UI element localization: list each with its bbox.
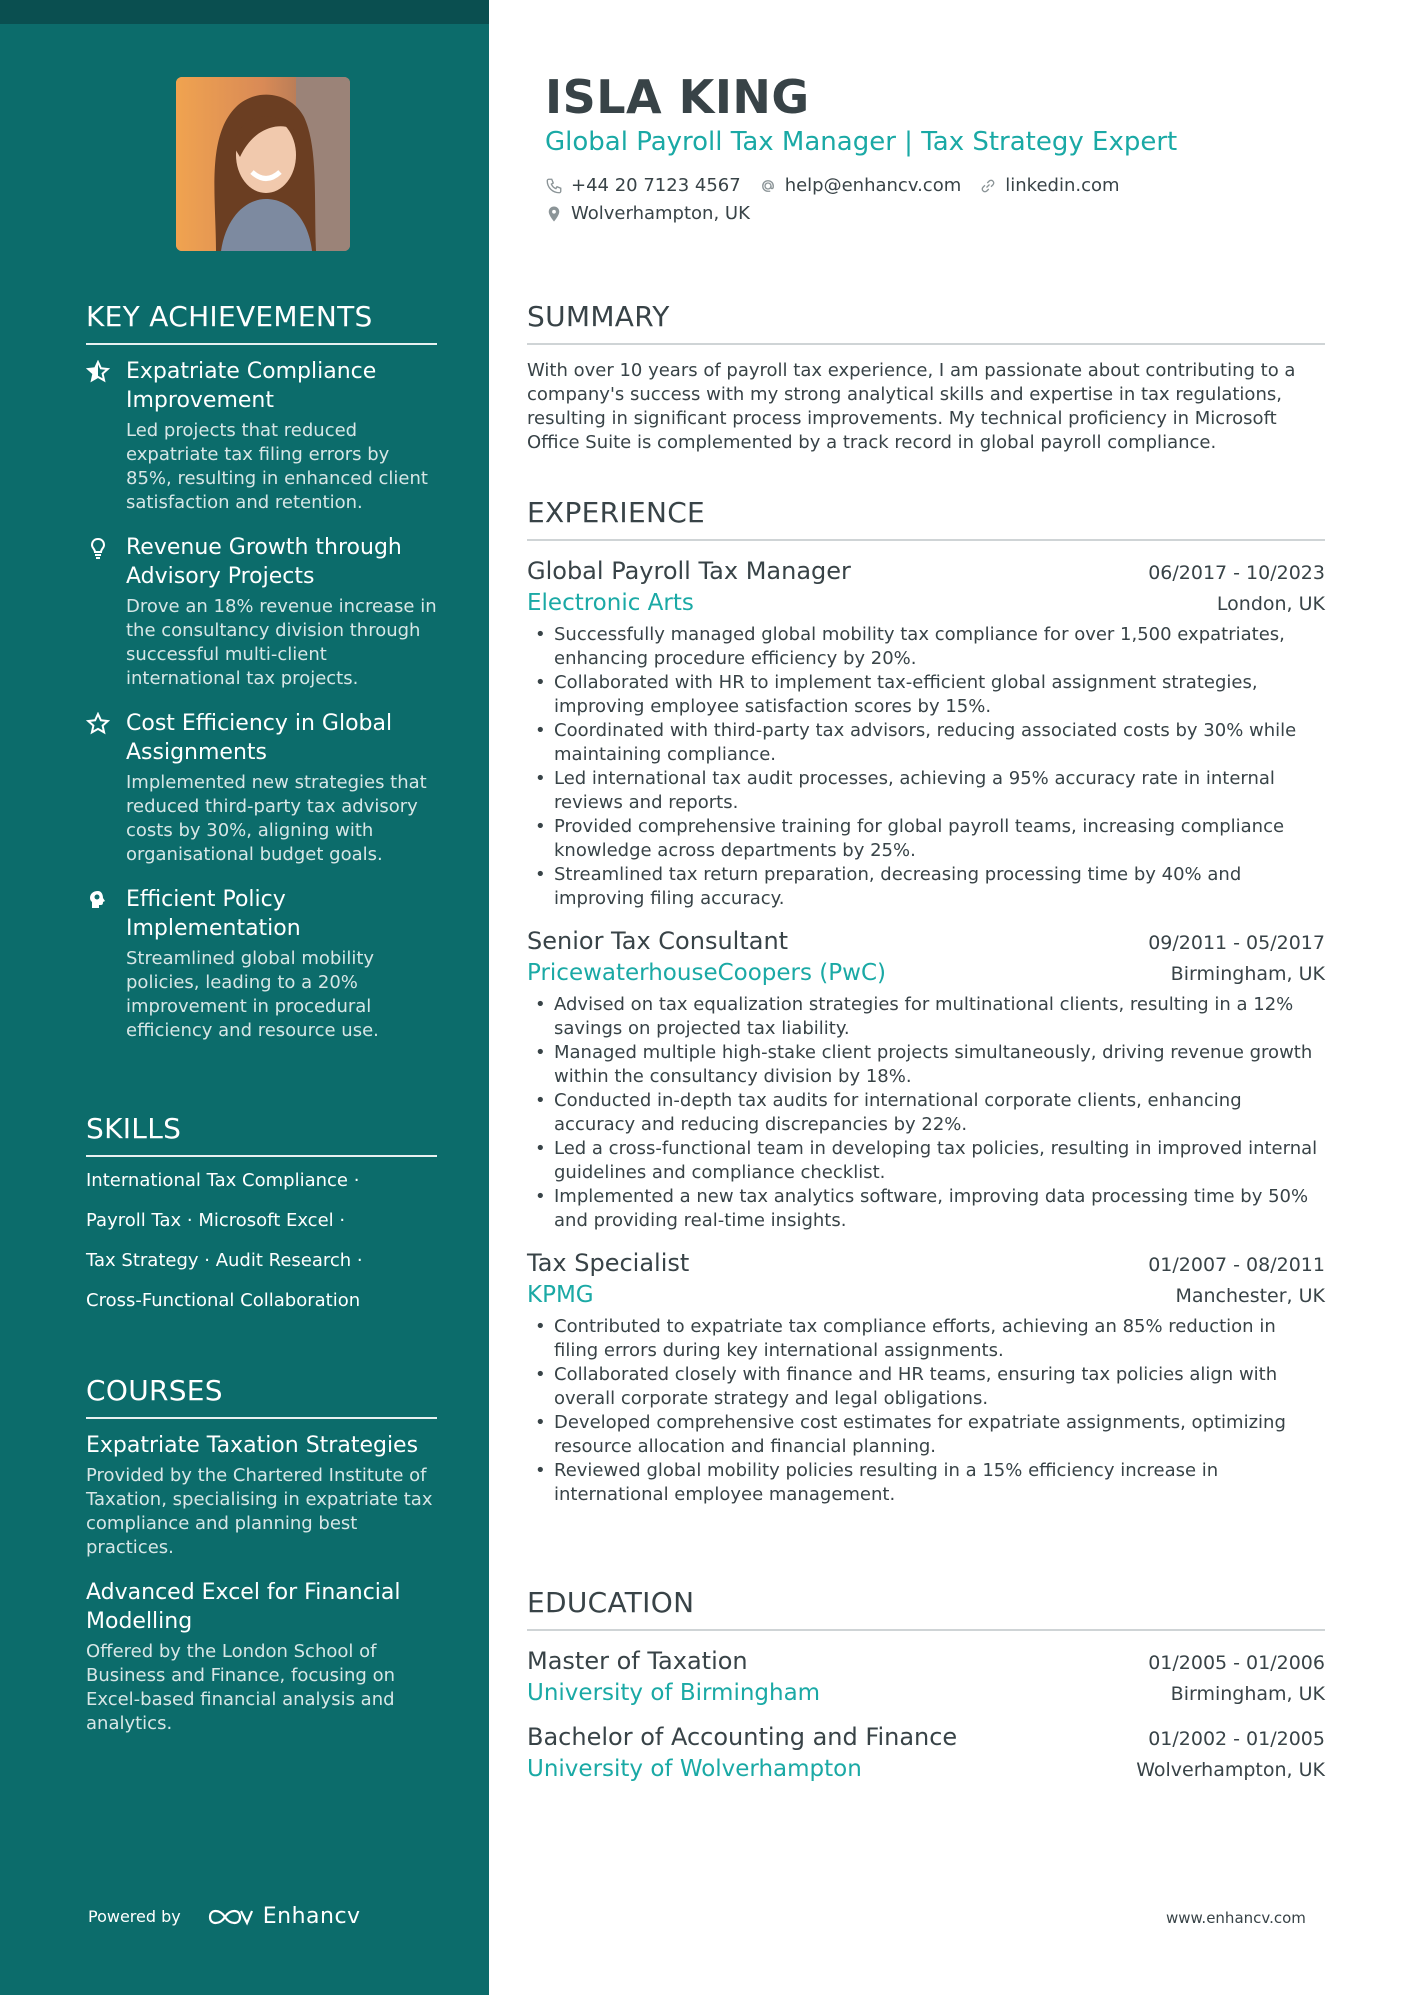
courses-title: COURSES — [86, 1374, 437, 1419]
courses-section — [86, 1374, 437, 1754]
experience-title: EXPERIENCE — [527, 496, 1325, 541]
brand-name: Enhancv — [262, 1904, 361, 1929]
key-achievements-title: KEY ACHIEVEMENTS — [86, 300, 437, 345]
brain-icon — [86, 888, 110, 912]
sidebar — [0, 0, 489, 1995]
job-dates: 09/2011 - 05/2017 — [1148, 932, 1325, 954]
bullet-item: • Provided comprehensive training for global payroll teams, increasing compliance knowledge across departments by 25%. — [527, 815, 1325, 863]
achievement-item — [86, 709, 437, 867]
job-title: Senior Tax Consultant — [527, 927, 789, 955]
bullet-item: • Implemented a new tax analytics software, improving data processing time by 50% and providing real-time insights. — [527, 1185, 1325, 1233]
footer-url[interactable]: www.enhancv.com — [1166, 1909, 1306, 1927]
lightbulb-icon — [86, 536, 110, 560]
link-icon — [979, 177, 997, 195]
job-company: Electronic Arts — [527, 590, 694, 616]
achievement-title: Efficient Policy Implementation — [126, 887, 301, 941]
education-entry — [527, 1645, 1325, 1709]
job-title: Global Payroll Tax Manager — [527, 557, 851, 585]
course-description: Provided by the Chartered Institute of Taxation, specialising in expatriate tax compliance and planning best practices. — [86, 1465, 433, 1558]
course-title: Advanced Excel for Financial Modelling — [86, 1580, 401, 1634]
bullet-item: • Conducted in-depth tax audits for international corporate clients, enhancing accuracy and reducing discrepancies by 22%. — [527, 1089, 1325, 1137]
bullet-item: • Led a cross-functional team in developing tax policies, resulting in improved internal guidelines and compliance checklist. — [527, 1137, 1325, 1185]
enhancv-logo[interactable] — [207, 1904, 361, 1929]
bullet-item: • Developed comprehensive cost estimates for expatriate assignments, optimizing resource allocation and financial planning. — [527, 1411, 1325, 1459]
powered-by-label: Powered by — [88, 1907, 181, 1926]
summary-title: SUMMARY — [527, 300, 1325, 345]
candidate-name: ISLA KING — [545, 70, 810, 124]
contact-row — [545, 175, 1120, 196]
at-icon — [759, 177, 777, 195]
powered-by — [88, 1904, 361, 1929]
course-title: Expatriate Taxation Strategies — [86, 1433, 419, 1458]
bullet-item: • Contributed to expatriate tax compliance efforts, achieving an 85% reduction in filing errors during key international assignments. — [527, 1315, 1325, 1363]
linkedin-text: linkedin.com — [1005, 175, 1120, 196]
education-title: EDUCATION — [527, 1586, 1325, 1631]
achievement-description: Led projects that reduced expatriate tax filing errors by 85%, resulting in enhanced client satisfaction and retention. — [126, 420, 428, 513]
achievement-title: Cost Efficiency in Global Assignments — [126, 711, 393, 765]
summary-section — [527, 300, 1325, 455]
education-entry — [527, 1721, 1325, 1785]
email-text: help@enhancv.com — [784, 175, 962, 196]
school: University of Wolverhampton — [527, 1756, 862, 1782]
bullet-item: • Advised on tax equalization strategies for multinational clients, resulting in a 12% savings on projected tax liability. — [527, 993, 1325, 1041]
job-company: PricewaterhouseCoopers (PwC) — [527, 960, 886, 986]
job-location: Birmingham, UK — [1170, 963, 1325, 985]
linkedin-contact[interactable] — [979, 175, 1119, 196]
bullet-item: • Reviewed global mobility policies resulting in a 15% efficiency increase in international employee management. — [527, 1459, 1325, 1507]
phone-text: +44 20 7123 4567 — [571, 175, 741, 196]
phone-icon — [545, 177, 563, 195]
job-entry — [527, 555, 1325, 911]
education-dates: 01/2002 - 01/2005 — [1148, 1728, 1325, 1750]
achievement-item — [86, 533, 437, 691]
skill-line: Cross-Functional Collaboration — [86, 1290, 361, 1311]
summary-text: With over 10 years of payroll tax experience, I am passionate about contributing to a company's success with my strong analytical skills and expertise in tax regulations, resulting in significant process improvements. My technical proficiency in Microsoft Office Suite is complemented by a track record in global payroll compliance. — [527, 360, 1296, 453]
bullet-item: • Managed multiple high-stake client projects simultaneously, driving revenue growth within the consultancy division by 18%. — [527, 1041, 1325, 1089]
bullet-item: • Successfully managed global mobility tax compliance for over 1,500 expatriates, enhancing procedure efficiency by 20%. — [527, 623, 1325, 671]
education-location: Birmingham, UK — [1170, 1683, 1325, 1705]
key-achievements-section — [86, 300, 437, 1061]
achievement-description: Streamlined global mobility policies, leading to a 20% improvement in procedural efficiency and resource use. — [126, 948, 379, 1041]
location-text: Wolverhampton, UK — [571, 203, 750, 224]
experience-section — [527, 496, 1325, 1521]
job-company: KPMG — [527, 1282, 594, 1308]
education-dates: 01/2005 - 01/2006 — [1148, 1652, 1325, 1674]
job-bullets — [527, 993, 1325, 1233]
job-bullets — [527, 1315, 1325, 1507]
job-dates: 06/2017 - 10/2023 — [1148, 562, 1325, 584]
education-section — [527, 1586, 1325, 1797]
job-location: London, UK — [1216, 593, 1325, 615]
achievement-title: Revenue Growth through Advisory Projects — [126, 535, 402, 589]
skill-line: International Tax Compliance · — [86, 1170, 360, 1191]
school: University of Birmingham — [527, 1680, 821, 1706]
job-location: Manchester, UK — [1175, 1285, 1325, 1307]
star-icon — [86, 712, 110, 736]
job-dates: 01/2007 - 08/2011 — [1148, 1254, 1325, 1276]
location-pin-icon — [545, 205, 563, 223]
degree: Master of Taxation — [527, 1647, 748, 1675]
education-location: Wolverhampton, UK — [1136, 1759, 1325, 1781]
email-contact[interactable] — [759, 175, 962, 196]
skills-title: SKILLS — [86, 1112, 437, 1157]
bullet-item: • Coordinated with third-party tax advisors, reducing associated costs by 30% while maintaining compliance. — [527, 719, 1325, 767]
location-contact — [545, 203, 750, 224]
achievement-description: Implemented new strategies that reduced third-party tax advisory costs by 30%, aligning with organisational budget goals. — [126, 772, 427, 865]
job-title: Tax Specialist — [527, 1249, 690, 1277]
course-item — [86, 1578, 437, 1736]
skills-section — [86, 1112, 437, 1329]
enhancv-logo-icon — [207, 1905, 253, 1929]
course-item — [86, 1431, 437, 1560]
bullet-item: • Led international tax audit processes, achieving a 95% accuracy rate in internal reviews and reports. — [527, 767, 1325, 815]
phone-contact[interactable] — [545, 175, 741, 196]
skill-line: Tax Strategy · Audit Research · — [86, 1250, 363, 1271]
profile-photo — [176, 77, 350, 251]
achievement-title: Expatriate Compliance Improvement — [126, 359, 377, 413]
star-half-icon — [86, 360, 110, 384]
achievement-item — [86, 357, 437, 515]
bullet-item: • Collaborated with HR to implement tax-efficient global assignment strategies, improving employee satisfaction scores by 15%. — [527, 671, 1325, 719]
bullet-item: • Streamlined tax return preparation, decreasing processing time by 40% and improving filing accuracy. — [527, 863, 1325, 911]
job-entry — [527, 1247, 1325, 1507]
job-bullets — [527, 623, 1325, 911]
skill-line: Payroll Tax · Microsoft Excel · — [86, 1210, 346, 1231]
candidate-headline: Global Payroll Tax Manager | Tax Strategy Expert — [545, 127, 1178, 157]
job-entry — [527, 925, 1325, 1233]
bullet-item: • Collaborated closely with finance and HR teams, ensuring tax policies align with overall corporate strategy and legal obligations. — [527, 1363, 1325, 1411]
achievement-description: Drove an 18% revenue increase in the consultancy division through successful multi-client international tax projects. — [126, 596, 437, 689]
achievement-item — [86, 885, 437, 1043]
sidebar-top-band — [0, 0, 489, 24]
degree: Bachelor of Accounting and Finance — [527, 1723, 958, 1751]
course-description: Offered by the London School of Business and Finance, focusing on Excel-based financial analysis and analytics. — [86, 1641, 395, 1734]
location-row — [545, 203, 750, 224]
